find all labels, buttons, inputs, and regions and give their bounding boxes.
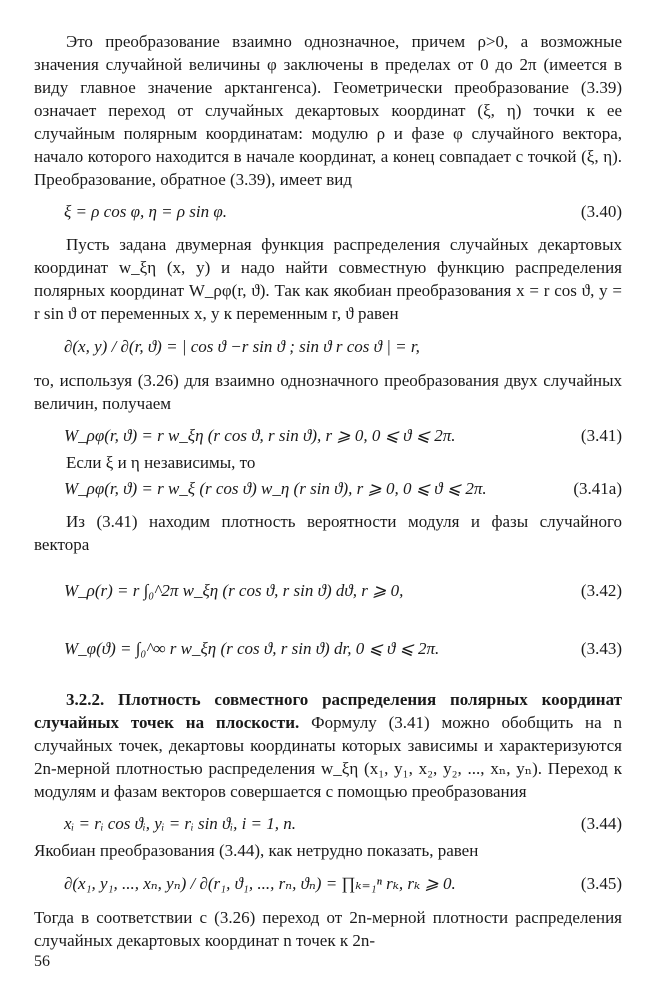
equation-3-42 xyxy=(34,562,622,620)
equation-3-43-formula: W_φ(ϑ) = ∫₀^∞ r w_ξη (r cos ϑ, r sin ϑ) dr, 0 ⩽ ϑ ⩽ 2π. xyxy=(64,639,440,658)
paragraph-7: Якобиан преобразования (3.44), как нетрудно показать, равен xyxy=(34,841,479,860)
paragraph-3: то, используя (3.26) для взаимно однозначного преобразования двух случайных величин, получаем xyxy=(34,371,622,413)
equation-3-45-formula: ∂(x₁, y₁, ..., xₙ, yₙ) / ∂(r₁, ϑ₁, ..., rₙ, ϑₙ) = ∏ₖ₌₁ⁿ rₖ, rₖ ⩾ 0. xyxy=(64,874,456,893)
equation-3-42-number: (3.42) xyxy=(580,581,622,600)
equation-3-42-formula: W_ρ(r) = r ∫₀^2π w_ξη (r cos ϑ, r sin ϑ) dϑ, r ⩾ 0, xyxy=(64,581,404,600)
equation-3-41a-number: (3.41a) xyxy=(573,479,622,498)
equation-3-45-number: (3.45) xyxy=(580,874,622,893)
equation-3-43 xyxy=(34,620,622,678)
equation-3-41 xyxy=(34,421,622,451)
equation-3-41-formula: W_ρφ(r, ϑ) = r w_ξη (r cos ϑ, r sin ϑ), r ⩾ 0, 0 ⩽ ϑ ⩽ 2π. xyxy=(64,426,456,445)
equation-3-44-number: (3.44) xyxy=(580,814,622,833)
equation-3-41a-formula: W_ρφ(r, ϑ) = r w_ξ (r cos ϑ) w_η (r sin ϑ), r ⩾ 0, 0 ⩽ ϑ ⩽ 2π. xyxy=(64,479,487,498)
paragraph-6-text: Формулу (3.41) можно обобщить на n случайных точек, декартовы координаты которых зависимы и характеризуются 2n-мерной плотностью распределения w_ξη (x₁, y₁, x₂, y₂, ..., xₙ, yₙ). Переход к модулям и фазам векторов совершается с помощью преобразования xyxy=(34,713,622,801)
equation-3-41a xyxy=(34,474,622,504)
equation-3-44 xyxy=(34,809,622,839)
equation-jacobian xyxy=(34,325,622,369)
equation-3-41-number: (3.41) xyxy=(580,426,622,445)
equation-3-43-number: (3.43) xyxy=(580,639,622,658)
paragraph-8: Тогда в соответствии с (3.26) переход от 2n-мерной плотности распределения случайных декартовых координат n точек к 2n- xyxy=(34,908,622,950)
page-number: 56 xyxy=(34,953,50,970)
page-body xyxy=(34,30,622,952)
paragraph-6 xyxy=(34,688,622,803)
section-heading: 3.2.2. Плотность совместного распределения полярных координат случайных точек на плоскости. xyxy=(34,690,622,732)
paragraph-1: Это преобразование взаимно однозначное, причем ρ>0, а возможные значения случайной величины φ заключены в пределах от 0 до 2π (имеется в виду главное значение арктангенса). Геометрически преобразование (3.39) означает переход от случайных декартовых координат (ξ, η) точки к ее случайным полярным координатам: модулю ρ и фазе φ случайного вектора, начало которого находится в начале координат, а конец совпадает с точкой (ξ, η). Преобразование, обратное (3.39), имеет вид xyxy=(34,32,622,189)
equation-3-45 xyxy=(34,862,622,906)
paragraph-2: Пусть задана двумерная функция распределения случайных декартовых координат w_ξη (x, y) и надо найти совместную функцию распределения полярных координат W_ρφ(r, ϑ). Так как якобиан преобразования x = r cos ϑ, y = r sin ϑ от переменных x, y к переменным r, ϑ равен xyxy=(34,235,622,323)
paragraph-5: Из (3.41) находим плотность вероятности модуля и фазы случайного вектора xyxy=(34,512,622,554)
equation-3-40 xyxy=(34,197,622,227)
equation-3-44-formula: xᵢ = rᵢ cos ϑᵢ, yᵢ = rᵢ sin ϑᵢ, i = 1, n. xyxy=(64,814,297,833)
equation-3-40-number: (3.40) xyxy=(580,202,622,221)
paragraph-4: Если ξ и η независимы, то xyxy=(66,453,256,472)
equation-3-40-formula: ξ = ρ cos φ, η = ρ sin φ. xyxy=(64,202,228,221)
equation-jacobian-formula: ∂(x, y) / ∂(r, ϑ) = | cos ϑ −r sin ϑ ; sin ϑ r cos ϑ | = r, xyxy=(64,337,420,356)
